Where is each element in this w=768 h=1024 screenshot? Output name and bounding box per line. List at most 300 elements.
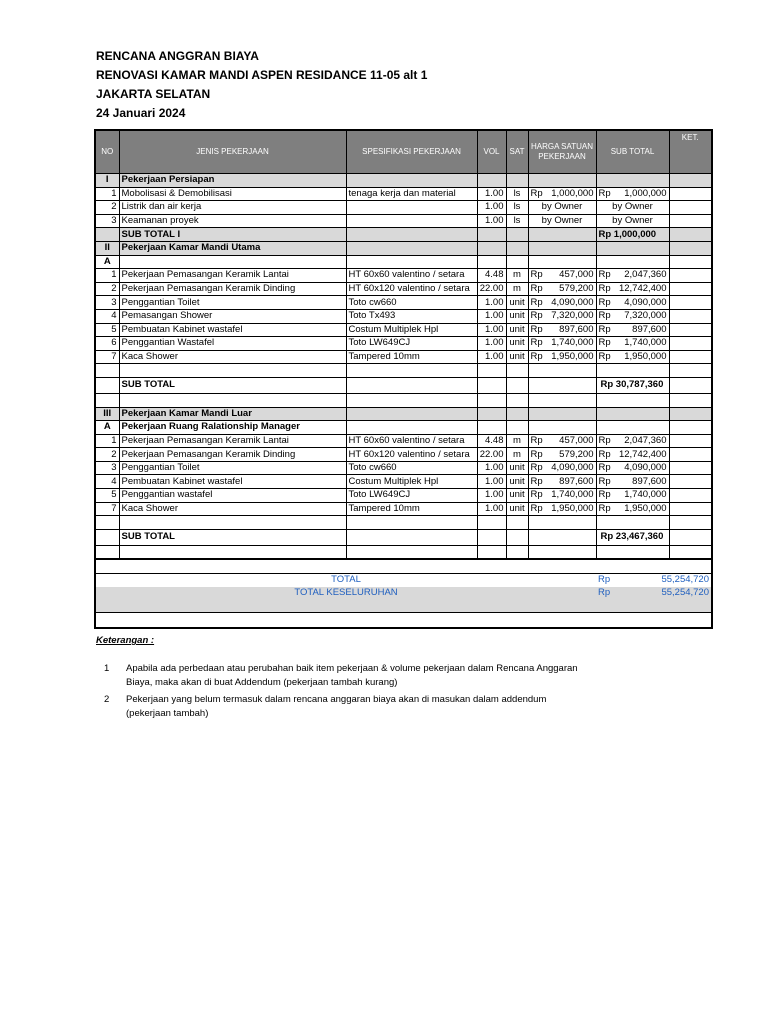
empty-cell [346, 559, 477, 573]
item-row [95, 337, 712, 351]
section-title: Pekerjaan Kamar Mandi Utama [119, 241, 346, 255]
budget-table [94, 129, 713, 629]
section-cell [506, 241, 528, 255]
section-3-row [95, 407, 712, 421]
item-subtotal [596, 296, 669, 310]
subsection-cell [506, 255, 528, 269]
subtotal-label: SUB TOTAL [119, 377, 346, 393]
item-row [95, 489, 712, 503]
subsection-cell [669, 255, 712, 269]
currency-label: Rp [530, 187, 543, 199]
shaded-row [95, 599, 712, 612]
section-cell [669, 174, 712, 188]
note-line: Biaya, maka akan di buat Addendum (pekerjaan tambah kurang) [126, 677, 398, 688]
section-cell [528, 241, 596, 255]
amount-value: 1,950,000 [551, 351, 594, 363]
currency-label: Rp [530, 269, 543, 281]
item-jenis: Keamanan proyek [119, 214, 346, 228]
col-harga: HARGA SATUAN PEKERJAAN [528, 130, 596, 174]
section-cell [669, 407, 712, 421]
note-line: Apabila ada perbedaan atau perubahan baik item pekerjaan & volume pekerjaan dalam Rencana Anggaran [126, 663, 578, 674]
item-subtotal [596, 187, 669, 201]
amount-value: 7,320,000 [551, 310, 594, 322]
item-harga [528, 350, 596, 364]
item-harga [528, 309, 596, 323]
item-spek: Toto LW649CJ [346, 489, 477, 503]
subsection-cell [596, 255, 669, 269]
subtotal-cell [528, 529, 596, 545]
col-spek: SPESIFIKASI PEKERJAAN [346, 130, 477, 174]
amount-value: 897,600 [632, 475, 667, 487]
subtotal-cell [477, 529, 506, 545]
item-jenis: Penggantian Toilet [119, 461, 346, 475]
empty-cell [506, 545, 528, 559]
item-row [95, 187, 712, 201]
item-harga [528, 461, 596, 475]
empty-cell [506, 516, 528, 530]
item-ket [669, 187, 712, 201]
item-spek: Toto cw660 [346, 296, 477, 310]
item-sat: unit [506, 350, 528, 364]
empty-row [95, 559, 712, 573]
amount-value: 4,090,000 [551, 462, 594, 474]
subtotal-value: Rp 23,467,360 [596, 529, 669, 545]
item-jenis: Pekerjaan Pemasangan Keramik Lantai [119, 269, 346, 283]
empty-cell [346, 545, 477, 559]
item-row [95, 350, 712, 364]
item-spek: Toto cw660 [346, 461, 477, 475]
item-no: 5 [95, 489, 119, 503]
item-harga: by Owner [528, 201, 596, 215]
grand-total-row [95, 587, 712, 600]
item-no: 4 [95, 309, 119, 323]
grand-total-label: TOTAL KESELURUHAN [95, 587, 596, 600]
currency-label: Rp [598, 434, 611, 446]
title-line-1: RENCANA ANGGRAN BIAYA [96, 49, 259, 63]
item-harga [528, 502, 596, 516]
item-spek: Tampered 10mm [346, 502, 477, 516]
item-row [95, 434, 712, 448]
amount-value: 2,047,360 [624, 269, 667, 281]
item-harga [528, 475, 596, 489]
item-jenis: Pekerjaan Pemasangan Keramik Dinding [119, 282, 346, 296]
item-harga [528, 269, 596, 283]
section-title: Pekerjaan Kamar Mandi Luar [119, 407, 346, 421]
amount-value: 457,000 [559, 434, 594, 446]
section-cell [477, 407, 506, 421]
item-ket [669, 269, 712, 283]
shaded-cell [95, 599, 712, 612]
item-no: 7 [95, 350, 119, 364]
item-spek: HT 60x120 valentino / setara [346, 282, 477, 296]
section-cell [477, 174, 506, 188]
empty-cell [596, 364, 669, 378]
item-vol: 1.00 [477, 502, 506, 516]
total-row [95, 574, 712, 587]
notes-section [96, 635, 596, 724]
col-sat: SAT [506, 130, 528, 174]
note-number: 2 [104, 694, 110, 705]
item-sat: m [506, 269, 528, 283]
item-subtotal [596, 282, 669, 296]
item-harga [528, 323, 596, 337]
amount-value: 2,047,360 [624, 434, 667, 446]
currency-label: Rp [598, 586, 611, 598]
empty-row [95, 545, 712, 559]
item-jenis: Pemasangan Shower [119, 309, 346, 323]
item-spek: Costum Multiplek Hpl [346, 323, 477, 337]
currency-label: Rp [530, 310, 543, 322]
table-body [95, 174, 712, 628]
item-no: 2 [95, 282, 119, 296]
item-jenis: Pembuatan Kabinet wastafel [119, 475, 346, 489]
subtotal-cell [506, 529, 528, 545]
currency-label: Rp [530, 323, 543, 335]
subtotal-row [95, 529, 712, 545]
item-subtotal [596, 337, 669, 351]
empty-cell [506, 559, 528, 573]
section-cell [596, 174, 669, 188]
empty-cell [95, 393, 119, 407]
amount-value: 4,090,000 [551, 296, 594, 308]
item-subtotal: by Owner [596, 201, 669, 215]
section-cell [346, 174, 477, 188]
section-no: I [95, 174, 119, 188]
empty-cell [346, 516, 477, 530]
empty-cell [477, 545, 506, 559]
empty-cell [477, 393, 506, 407]
subtotal-cell [95, 228, 119, 242]
item-row [95, 502, 712, 516]
currency-label: Rp [530, 283, 543, 295]
table-header-row [95, 130, 712, 174]
item-spek: HT 60x120 valentino / setara [346, 448, 477, 462]
subtotal-cell [346, 228, 477, 242]
currency-label: Rp [530, 434, 543, 446]
subtotal-cell [477, 377, 506, 393]
item-no: 1 [95, 434, 119, 448]
empty-cell [119, 545, 346, 559]
empty-cell [346, 393, 477, 407]
item-jenis: Kaca Shower [119, 350, 346, 364]
item-vol: 1.00 [477, 323, 506, 337]
item-sat: m [506, 282, 528, 296]
subsection-cell [528, 421, 596, 435]
empty-cell [669, 545, 712, 559]
document-title [96, 47, 427, 123]
item-row [95, 448, 712, 462]
empty-cell [95, 364, 119, 378]
item-vol: 1.00 [477, 337, 506, 351]
note-text [126, 693, 596, 721]
subsection-cell [669, 421, 712, 435]
item-spek: Tampered 10mm [346, 350, 477, 364]
item-ket [669, 337, 712, 351]
section-cell [596, 407, 669, 421]
item-sat: unit [506, 309, 528, 323]
empty-cell [596, 545, 669, 559]
empty-cell [95, 612, 712, 628]
subsection-row [95, 255, 712, 269]
currency-label: Rp [598, 462, 611, 474]
item-ket [669, 475, 712, 489]
currency-label: Rp [530, 475, 543, 487]
item-harga [528, 434, 596, 448]
item-ket [669, 282, 712, 296]
amount-value: 1,000,000 [551, 187, 594, 199]
col-ket: KET. [669, 130, 712, 174]
subtotal-value: Rp 30,787,360 [596, 377, 669, 393]
item-vol: 4.48 [477, 434, 506, 448]
item-ket [669, 434, 712, 448]
item-vol: 1.00 [477, 214, 506, 228]
item-vol: 22.00 [477, 282, 506, 296]
subtotal-cell [669, 529, 712, 545]
note-item [96, 662, 596, 690]
amount-value: 1,950,000 [624, 502, 667, 514]
currency-label: Rp [530, 462, 543, 474]
note-number: 1 [104, 663, 110, 674]
empty-row [95, 364, 712, 378]
item-vol: 1.00 [477, 296, 506, 310]
section-cell [346, 407, 477, 421]
empty-cell [477, 364, 506, 378]
empty-cell [596, 393, 669, 407]
item-jenis: Pekerjaan Pemasangan Keramik Dinding [119, 448, 346, 462]
item-sat: unit [506, 296, 528, 310]
amount-value: 1,740,000 [551, 489, 594, 501]
item-vol: 1.00 [477, 187, 506, 201]
amount-value: 579,200 [559, 283, 594, 295]
section-cell [506, 407, 528, 421]
empty-cell [596, 516, 669, 530]
section-cell [477, 241, 506, 255]
title-line-4: 24 Januari 2024 [96, 106, 186, 120]
item-jenis: Pekerjaan Pemasangan Keramik Lantai [119, 434, 346, 448]
item-sat: unit [506, 461, 528, 475]
empty-cell [95, 516, 119, 530]
item-no: 6 [95, 337, 119, 351]
item-spek: Toto LW649CJ [346, 337, 477, 351]
amount-value: 12,742,400 [618, 448, 667, 460]
item-vol: 22.00 [477, 448, 506, 462]
item-ket [669, 296, 712, 310]
item-harga [528, 448, 596, 462]
item-vol: 1.00 [477, 309, 506, 323]
empty-cell [477, 516, 506, 530]
currency-label: Rp [598, 296, 611, 308]
item-harga [528, 296, 596, 310]
item-row [95, 269, 712, 283]
amount-value: 1,950,000 [551, 502, 594, 514]
item-spek: HT 60x60 valentino / setara [346, 269, 477, 283]
subsection-cell [596, 421, 669, 435]
amount-value: 1,000,000 [624, 187, 667, 199]
item-jenis: Listrik dan air kerja [119, 201, 346, 215]
item-spek [346, 214, 477, 228]
col-jenis: JENIS PEKERJAAN [119, 130, 346, 174]
item-sat: ls [506, 201, 528, 215]
notes-heading: Keterangan : [96, 635, 155, 646]
item-sat: m [506, 434, 528, 448]
subtotal-row [95, 228, 712, 242]
item-no: 1 [95, 269, 119, 283]
item-jenis: Mobolisasi & Demobilisasi [119, 187, 346, 201]
item-no: 1 [95, 187, 119, 201]
subtotal-cell [669, 377, 712, 393]
amount-value: 897,600 [559, 475, 594, 487]
empty-cell [528, 559, 596, 573]
currency-label: Rp [598, 187, 611, 199]
subtotal-cell [346, 377, 477, 393]
currency-label: Rp [598, 269, 611, 281]
section-cell [528, 174, 596, 188]
item-spek: tenaga kerja dan material [346, 187, 477, 201]
item-spek [346, 201, 477, 215]
item-no: 3 [95, 214, 119, 228]
subsection-cell [477, 421, 506, 435]
amount-value: 7,320,000 [624, 310, 667, 322]
item-vol: 1.00 [477, 475, 506, 489]
subsection-cell [346, 421, 477, 435]
empty-cell [528, 393, 596, 407]
item-harga: by Owner [528, 214, 596, 228]
amount-value: 1,740,000 [624, 489, 667, 501]
item-harga [528, 187, 596, 201]
note-text [126, 662, 596, 690]
currency-label: Rp [598, 574, 611, 586]
empty-cell [119, 364, 346, 378]
item-spek: Toto Tx493 [346, 309, 477, 323]
total-value [596, 574, 712, 587]
empty-cell [528, 364, 596, 378]
empty-cell [506, 393, 528, 407]
subtotal-row [95, 377, 712, 393]
section-no: III [95, 407, 119, 421]
currency-label: Rp [530, 502, 543, 514]
empty-cell [346, 364, 477, 378]
item-spek: HT 60x60 valentino / setara [346, 434, 477, 448]
subsection-no: A [95, 255, 119, 269]
amount-value: 4,090,000 [624, 296, 667, 308]
item-ket [669, 309, 712, 323]
item-subtotal [596, 489, 669, 503]
amount-value: 1,740,000 [624, 337, 667, 349]
currency-label: Rp [598, 310, 611, 322]
subtotal-label: SUB TOTAL [119, 529, 346, 545]
subsection-cell [506, 421, 528, 435]
subtotal-cell [477, 228, 506, 242]
section-title: Pekerjaan Persiapan [119, 174, 346, 188]
notes-list [96, 662, 596, 721]
total-label: TOTAL [95, 574, 596, 587]
item-sat: unit [506, 475, 528, 489]
item-no: 2 [95, 448, 119, 462]
item-row [95, 309, 712, 323]
section-cell [528, 407, 596, 421]
item-row [95, 323, 712, 337]
item-no: 3 [95, 461, 119, 475]
item-no: 3 [95, 296, 119, 310]
subtotal-cell [95, 529, 119, 545]
item-jenis: Pembuatan Kabinet wastafel [119, 323, 346, 337]
item-sat: unit [506, 323, 528, 337]
item-subtotal [596, 309, 669, 323]
empty-cell [669, 393, 712, 407]
item-vol: 1.00 [477, 350, 506, 364]
item-jenis: Penggantian Toilet [119, 296, 346, 310]
item-sat: m [506, 448, 528, 462]
item-subtotal [596, 323, 669, 337]
item-row [95, 296, 712, 310]
empty-cell [669, 364, 712, 378]
item-ket [669, 489, 712, 503]
item-row [95, 282, 712, 296]
section-no: II [95, 241, 119, 255]
item-ket [669, 350, 712, 364]
empty-cell [669, 516, 712, 530]
item-sat: unit [506, 337, 528, 351]
empty-cell [95, 559, 119, 573]
item-jenis: Penggantian wastafel [119, 489, 346, 503]
currency-label: Rp [530, 351, 543, 363]
item-spek: Costum Multiplek Hpl [346, 475, 477, 489]
currency-label: Rp [530, 337, 543, 349]
amount-value: 579,200 [559, 448, 594, 460]
amount-value: 4,090,000 [624, 462, 667, 474]
currency-label: Rp [530, 296, 543, 308]
item-no: 2 [95, 201, 119, 215]
amount-value: 897,600 [559, 323, 594, 335]
section-cell [346, 241, 477, 255]
subsection-cell [528, 255, 596, 269]
item-jenis: Penggantian Wastafel [119, 337, 346, 351]
item-vol: 4.48 [477, 269, 506, 283]
amount-value: 1,950,000 [624, 351, 667, 363]
currency-label: Rp [530, 448, 543, 460]
currency-label: Rp [598, 323, 611, 335]
note-line: Pekerjaan yang belum termasuk dalam rencana anggaran biaya akan di masukan dalam addendum [126, 694, 547, 705]
empty-cell [596, 559, 669, 573]
currency-label: Rp [598, 475, 611, 487]
item-sat: unit [506, 489, 528, 503]
item-row [95, 214, 712, 228]
empty-row [95, 516, 712, 530]
item-ket [669, 323, 712, 337]
item-ket [669, 461, 712, 475]
section-cell [596, 241, 669, 255]
item-row [95, 475, 712, 489]
subsection-cell [119, 255, 346, 269]
item-ket [669, 448, 712, 462]
item-subtotal [596, 502, 669, 516]
currency-label: Rp [598, 337, 611, 349]
empty-cell [119, 559, 346, 573]
amount-value: 897,600 [632, 323, 667, 335]
section-1-row [95, 174, 712, 188]
item-subtotal [596, 350, 669, 364]
subsection-title: Pekerjaan Ruang Ralationship Manager [119, 421, 346, 435]
col-subtotal: SUB TOTAL [596, 130, 669, 174]
subtotal-cell [528, 377, 596, 393]
amount-value: 12,742,400 [618, 283, 667, 295]
item-no: 4 [95, 475, 119, 489]
subtotal-label: SUB TOTAL I [119, 228, 346, 242]
note-line: (pekerjaan tambah) [126, 708, 209, 719]
title-line-3: JAKARTA SELATAN [96, 87, 211, 101]
item-harga [528, 282, 596, 296]
item-subtotal: by Owner [596, 214, 669, 228]
